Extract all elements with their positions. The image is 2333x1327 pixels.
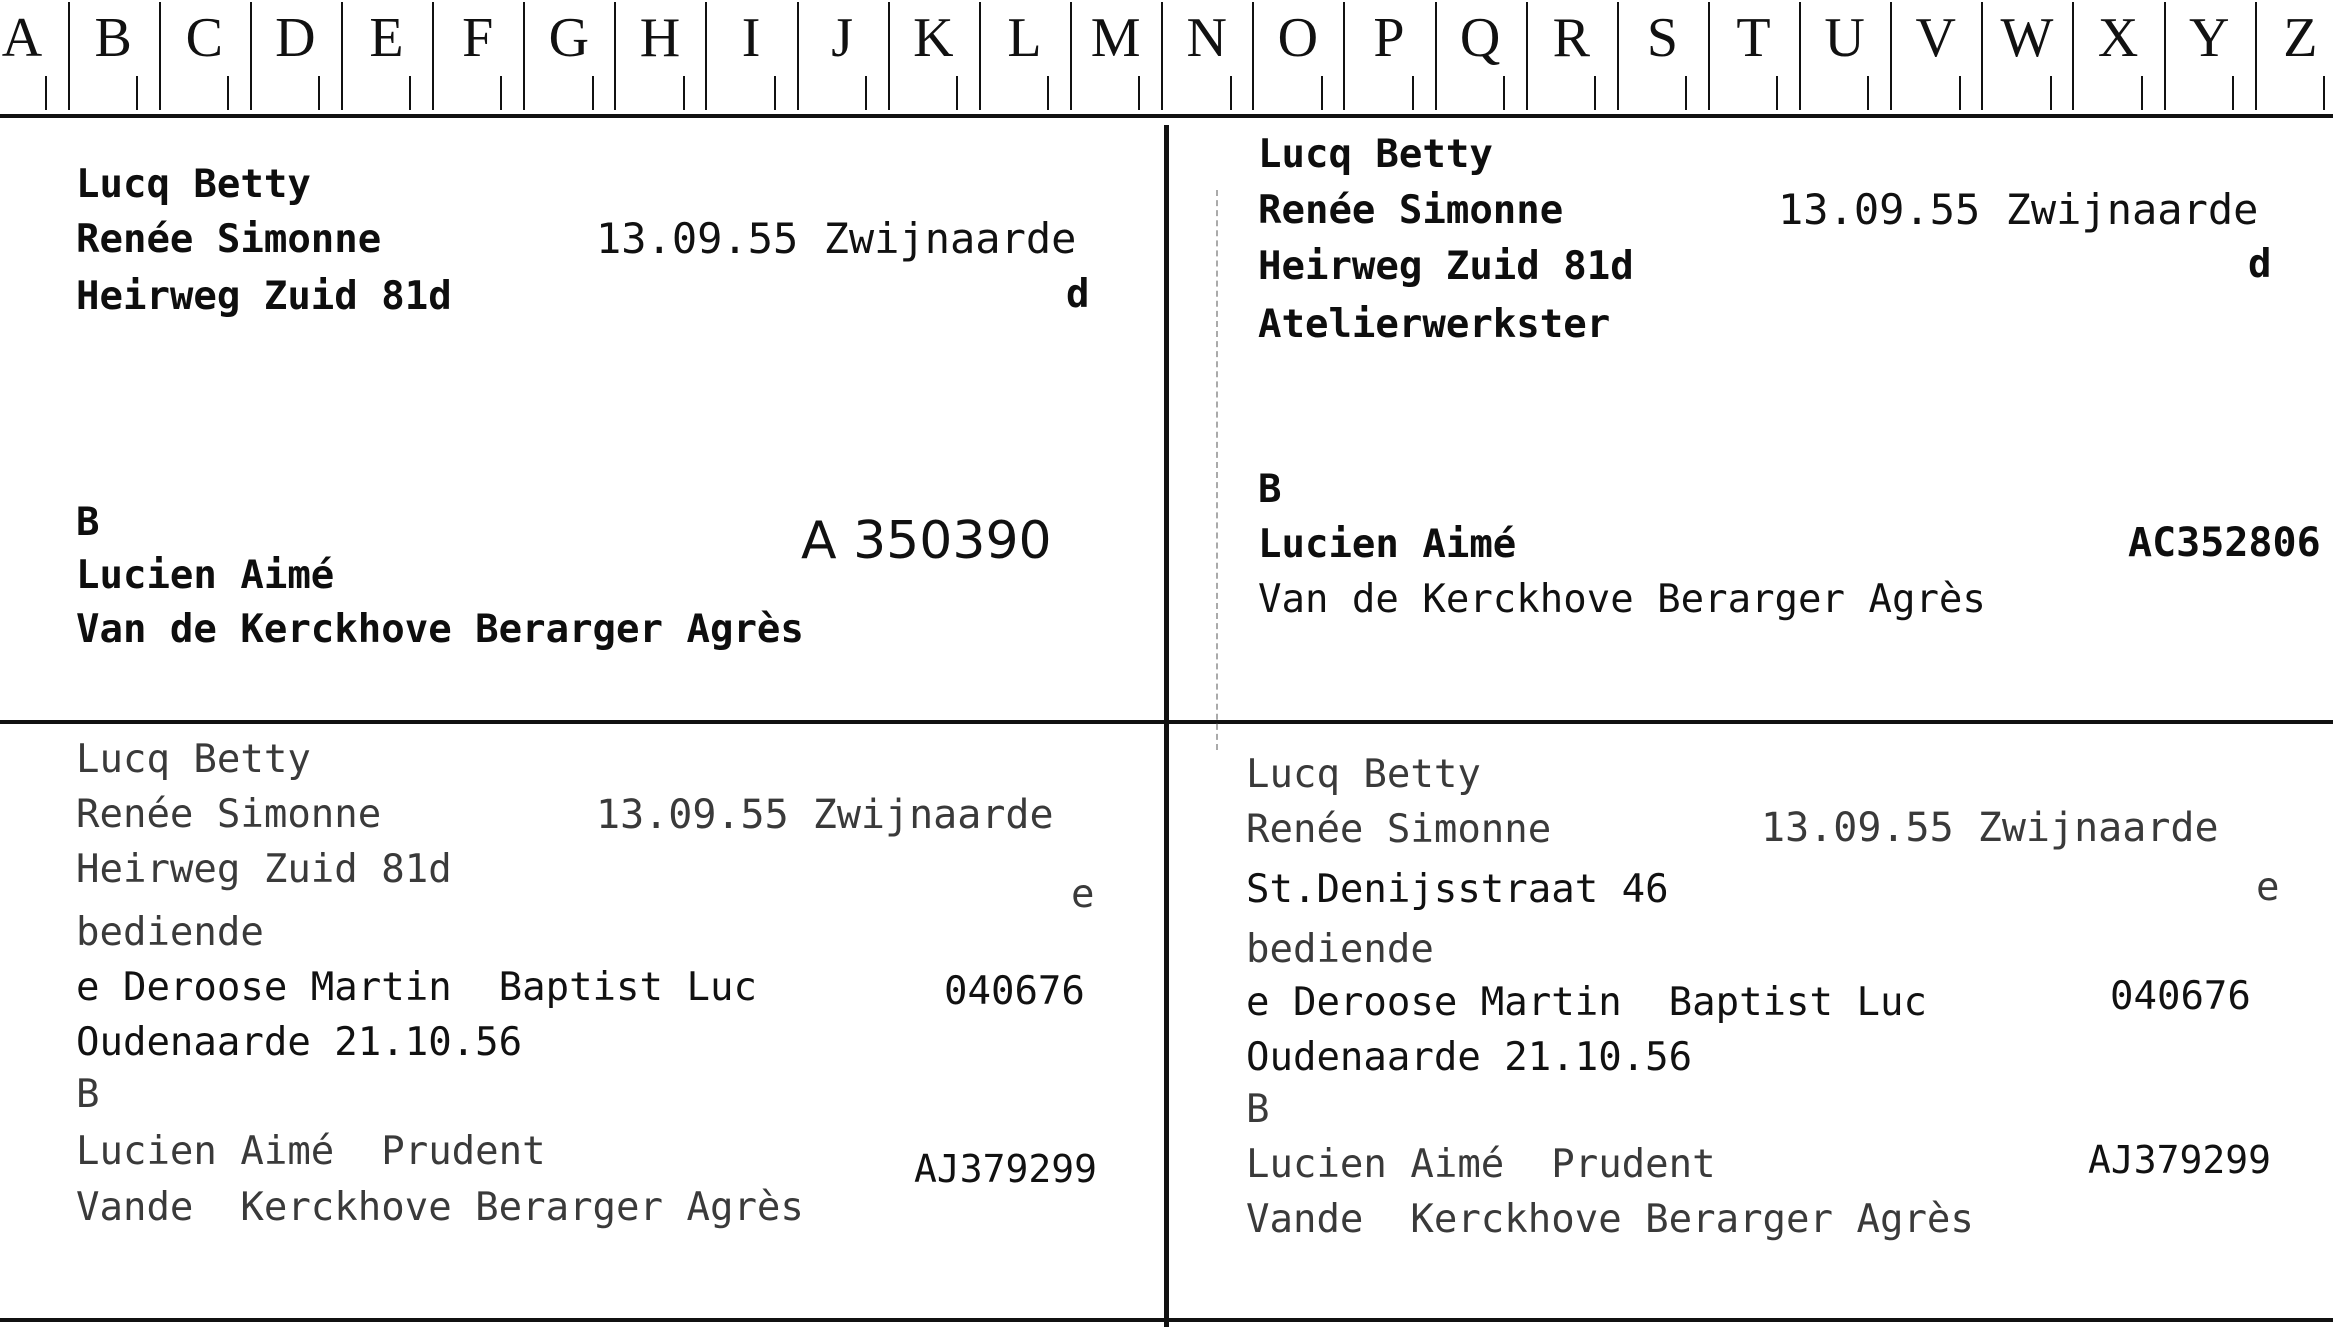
alphabet-letter: T <box>1736 7 1771 69</box>
alphabet-separator <box>2072 2 2074 110</box>
alphabet-subtick <box>500 76 502 110</box>
card-number: AJ379299 <box>914 1147 1098 1191</box>
alphabet-subtick <box>2323 76 2325 110</box>
card-birth: 13.09.55 Zwijnaarde <box>596 214 1077 263</box>
card-divider-vertical <box>1164 125 1169 1327</box>
alphabet-subtick <box>1685 76 1687 110</box>
alphabet-letter: C <box>185 7 223 69</box>
alphabet-subtick <box>136 76 138 110</box>
alphabet-letter: H <box>639 7 681 69</box>
alphabet-subtick <box>318 76 320 110</box>
card-marriage: Oudenaarde 21.10.56 <box>1246 1035 1693 1080</box>
alphabet-separator <box>1799 2 1801 110</box>
card-spouse-number: 040676 <box>2110 974 2251 1019</box>
alphabet-letter: V <box>1915 7 1956 69</box>
alphabet-separator <box>2164 2 2166 110</box>
card-occupation: bediende <box>1246 927 1434 972</box>
alphabet-separator <box>1526 2 1528 110</box>
alphabet-separator <box>1161 2 1163 110</box>
alphabet-letter: Y <box>2188 7 2230 69</box>
alphabet-letter: Z <box>2283 7 2318 69</box>
alphabet-subtick <box>227 76 229 110</box>
alphabet-separator <box>1252 2 1254 110</box>
alphabet-separator <box>614 2 616 110</box>
card-name: Lucq Betty <box>76 737 311 782</box>
alphabet-subtick <box>683 76 685 110</box>
card-marriage: Oudenaarde 21.10.56 <box>76 1020 523 1065</box>
card-birth: 13.09.55 Zwijnaarde <box>596 792 1054 838</box>
alphabet-separator <box>1435 2 1437 110</box>
alphabet-letter: S <box>1646 7 1678 69</box>
alphabet-separator <box>1617 2 1619 110</box>
card-section: B <box>1258 467 1282 512</box>
card-address: Heirweg Zuid 81d <box>1258 244 1634 289</box>
alphabet-index-strip <box>0 0 2333 118</box>
alphabet-letter: J <box>831 7 854 69</box>
card-spouse: e Deroose Martin Baptist Luc <box>1246 980 1927 1025</box>
card-name: Lucq Betty <box>1258 132 1493 177</box>
alphabet-subtick <box>865 76 867 110</box>
card-given-names: Renée Simonne <box>1258 188 1564 233</box>
alphabet-subtick <box>1047 76 1049 110</box>
card-divider-horizontal <box>0 720 2333 724</box>
card-spouse: e Deroose Martin Baptist Luc <box>76 965 757 1010</box>
card-section: B <box>76 500 100 545</box>
alphabet-subtick <box>1230 76 1232 110</box>
alphabet-subtick <box>1594 76 1596 110</box>
alphabet-subtick <box>1412 76 1414 110</box>
alphabet-separator <box>979 2 981 110</box>
alphabet-separator <box>1981 2 1983 110</box>
card-given-names: Renée Simonne <box>76 217 382 262</box>
alphabet-separator <box>2255 2 2257 110</box>
alphabet-letter: N <box>1186 7 1227 69</box>
alphabet-letter: A <box>1 7 43 69</box>
card-birth: 13.09.55 Zwijnaarde <box>1778 185 2259 234</box>
alphabet-separator <box>1343 2 1345 110</box>
alphabet-letter: X <box>2097 7 2139 69</box>
card-section: B <box>76 1072 100 1117</box>
alphabet-separator <box>341 2 343 110</box>
alphabet-letter: U <box>1824 7 1865 69</box>
card-mother: Vande Kerckhove Berarger Agrès <box>76 1185 804 1230</box>
alphabet-letter: R <box>1552 7 1590 69</box>
alphabet-letter: F <box>462 7 494 69</box>
card-section: B <box>1246 1087 1270 1132</box>
card-father: Lucien Aimé Prudent <box>76 1129 546 1174</box>
card-address: Heirweg Zuid 81d <box>76 274 452 319</box>
card-code: d <box>2248 242 2272 287</box>
perforation-marks <box>1216 190 1218 750</box>
alphabet-separator <box>705 2 707 110</box>
card-code: e <box>1071 872 1095 917</box>
alphabet-subtick <box>1138 76 1140 110</box>
card-spouse-number: 040676 <box>944 969 1085 1014</box>
card-given-names: Renée Simonne <box>1246 807 1552 852</box>
alphabet-letter: I <box>741 7 761 69</box>
alphabet-letter: E <box>369 7 404 69</box>
alphabet-subtick <box>2141 76 2143 110</box>
alphabet-letter: W <box>2000 7 2054 69</box>
alphabet-letter: L <box>1007 7 1042 69</box>
card-mother: Van de Kerckhove Berarger Agrès <box>76 607 804 652</box>
card-occupation: bediende <box>76 910 264 955</box>
card-bottom-border <box>0 1318 2333 1322</box>
card-occupation: Atelierwerkster <box>1258 302 1611 347</box>
card-given-names: Renée Simonne <box>76 792 382 837</box>
alphabet-separator <box>888 2 890 110</box>
card-code: d <box>1066 272 1090 317</box>
alphabet-letter: G <box>548 7 590 69</box>
alphabet-separator <box>1890 2 1892 110</box>
card-address: St.Denijsstraat 46 <box>1246 867 1669 912</box>
alphabet-letter: Q <box>1459 7 1501 69</box>
alphabet-separator <box>797 2 799 110</box>
alphabet-subtick <box>1776 76 1778 110</box>
card-name: Lucq Betty <box>1246 752 1481 797</box>
alphabet-letter: M <box>1090 7 1141 69</box>
alphabet-separator <box>1708 2 1710 110</box>
alphabet-separator <box>432 2 434 110</box>
alphabet-subtick <box>1959 76 1961 110</box>
card-name: Lucq Betty <box>76 162 311 207</box>
card-birth: 13.09.55 Zwijnaarde <box>1761 805 2219 851</box>
alphabet-letter: B <box>94 7 132 69</box>
alphabet-subtick <box>409 76 411 110</box>
alphabet-subtick <box>1503 76 1505 110</box>
card-number: AJ379299 <box>2088 1138 2272 1182</box>
alphabet-separator <box>159 2 161 110</box>
card-number: A 350390 <box>801 511 1052 571</box>
card-father: Lucien Aimé <box>1258 522 1517 567</box>
card-mother: Van de Kerckhove Berarger Agrès <box>1258 577 1986 622</box>
alphabet-letter: P <box>1373 7 1405 69</box>
alphabet-letter: D <box>275 7 316 69</box>
card-father: Lucien Aimé Prudent <box>1246 1142 1716 1187</box>
alphabet-separator <box>523 2 525 110</box>
alphabet-subtick <box>1867 76 1869 110</box>
alphabet-letter: K <box>913 7 954 69</box>
alphabet-subtick <box>1321 76 1323 110</box>
alphabet-letter: O <box>1277 7 1319 69</box>
alphabet-subtick <box>592 76 594 110</box>
alphabet-subtick <box>774 76 776 110</box>
alphabet-subtick <box>956 76 958 110</box>
alphabet-subtick <box>2050 76 2052 110</box>
alphabet-separator <box>250 2 252 110</box>
alphabet-subtick <box>2232 76 2234 110</box>
card-code: e <box>2256 865 2280 910</box>
card-address: Heirweg Zuid 81d <box>76 847 452 892</box>
alphabet-separator <box>68 2 70 110</box>
alphabet-separator <box>1070 2 1072 110</box>
card-father: Lucien Aimé <box>76 553 335 598</box>
card-number: AC352806 <box>2128 520 2321 566</box>
alphabet-subtick <box>45 76 47 110</box>
card-mother: Vande Kerckhove Berarger Agrès <box>1246 1197 1974 1242</box>
